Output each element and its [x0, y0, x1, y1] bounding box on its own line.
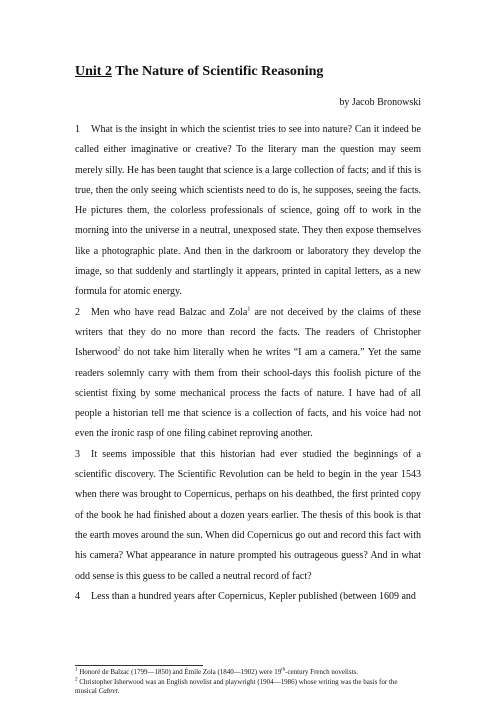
footnote-2	[75, 678, 421, 696]
footnote-mark: 1	[75, 667, 78, 673]
footnote-ref-1[interactable]: 1	[247, 306, 251, 313]
footnote-text-tail: .	[117, 687, 120, 695]
paragraph-text: What is the insight in which the scientist tries to see into nature? Can it indeed be called either imaginative or creative? To the literary man the question may seem merely silly. He has been taught that science is a large collection of facts; and if this is true, then the only seeing which scientists need to do is, he supposes, seeing the facts. He pictures them, the colorless professionals of science, going off to work in the morning into the universe in a neutral, unexposed state. They then expose themselves like a photographic plate. And then in the darkroom or laboratory they develop the image, so that suddenly and startlingly it appears, printed in capital letters, as a new formula for atomic energy.	[75, 124, 421, 298]
footnote-divider	[75, 665, 203, 666]
unit-label: Unit 2	[75, 64, 112, 79]
footnote-italic: Cabret	[98, 687, 118, 695]
paragraph-text: It seems impossible that this historian had ever studied the beginnings of a scientific discovery. The Scientific Revolution can be held to begin in the year 1543 when there was brought to Copernicus, perhaps on his deathbed, the first printed copy of the book he had finished about a dozen years earlier. The thesis of this book is that the earth moves around the sun. When did Copernicus go out and record this fact with his camera? What appearance in nature prompted his outrageous guess? And in what odd sense is this guess to be called a neutral record of fact?	[75, 448, 421, 582]
footnotes	[75, 668, 421, 697]
footnote-1	[75, 668, 421, 677]
footnote-mark: 2	[75, 677, 78, 683]
paragraph-number: 4	[75, 590, 80, 602]
paragraph-text: Less than a hundred years after Copernicus, Kepler published (between 1609 and	[91, 590, 416, 602]
unit-title	[75, 64, 421, 80]
paragraph-number: 3	[75, 448, 80, 460]
paragraph-number: 2	[75, 306, 80, 318]
paragraph-number: 1	[75, 124, 80, 135]
footnote-text: Honoré de Balzac (1799—1850) and Émile Zola (1840—1902) were 19	[79, 668, 282, 676]
paragraph-text: Men who have read Balzac and Zola	[91, 306, 248, 318]
footnote-superscript: th	[281, 667, 286, 673]
paragraph-4	[75, 587, 421, 607]
paragraph-3	[75, 445, 421, 587]
author-byline: by Jacob Bronowski	[339, 97, 421, 108]
footnote-ref-2[interactable]: 2	[117, 346, 121, 353]
article-body	[75, 120, 421, 607]
title-text: The Nature of Scientific Reasoning	[111, 64, 324, 79]
footnote-text-tail: -century French novelists.	[285, 668, 359, 676]
paragraph-2	[75, 303, 421, 445]
paragraph-text: are not deceived by the claims of these writers that they do no more than record the facts. The readers of Christopher Isherwood	[75, 306, 421, 359]
paragraph-1	[75, 120, 421, 303]
footnote-text: Christopher Isherwood was an English novelist and playwright (1904—1986) whose writing was the basis for the musical	[75, 678, 398, 695]
paragraph-text: do not take him literally when he writes “I am a camera.” Yet the same readers solemnly carry with them from their school-days this foolish picture of the scientist fixing by some mechanical process the facts of nature. I have had of all people a historian tell me that science is a collection of facts, and his voice had not even the ironic rasp of one filing cabinet reproving another.	[75, 347, 421, 440]
